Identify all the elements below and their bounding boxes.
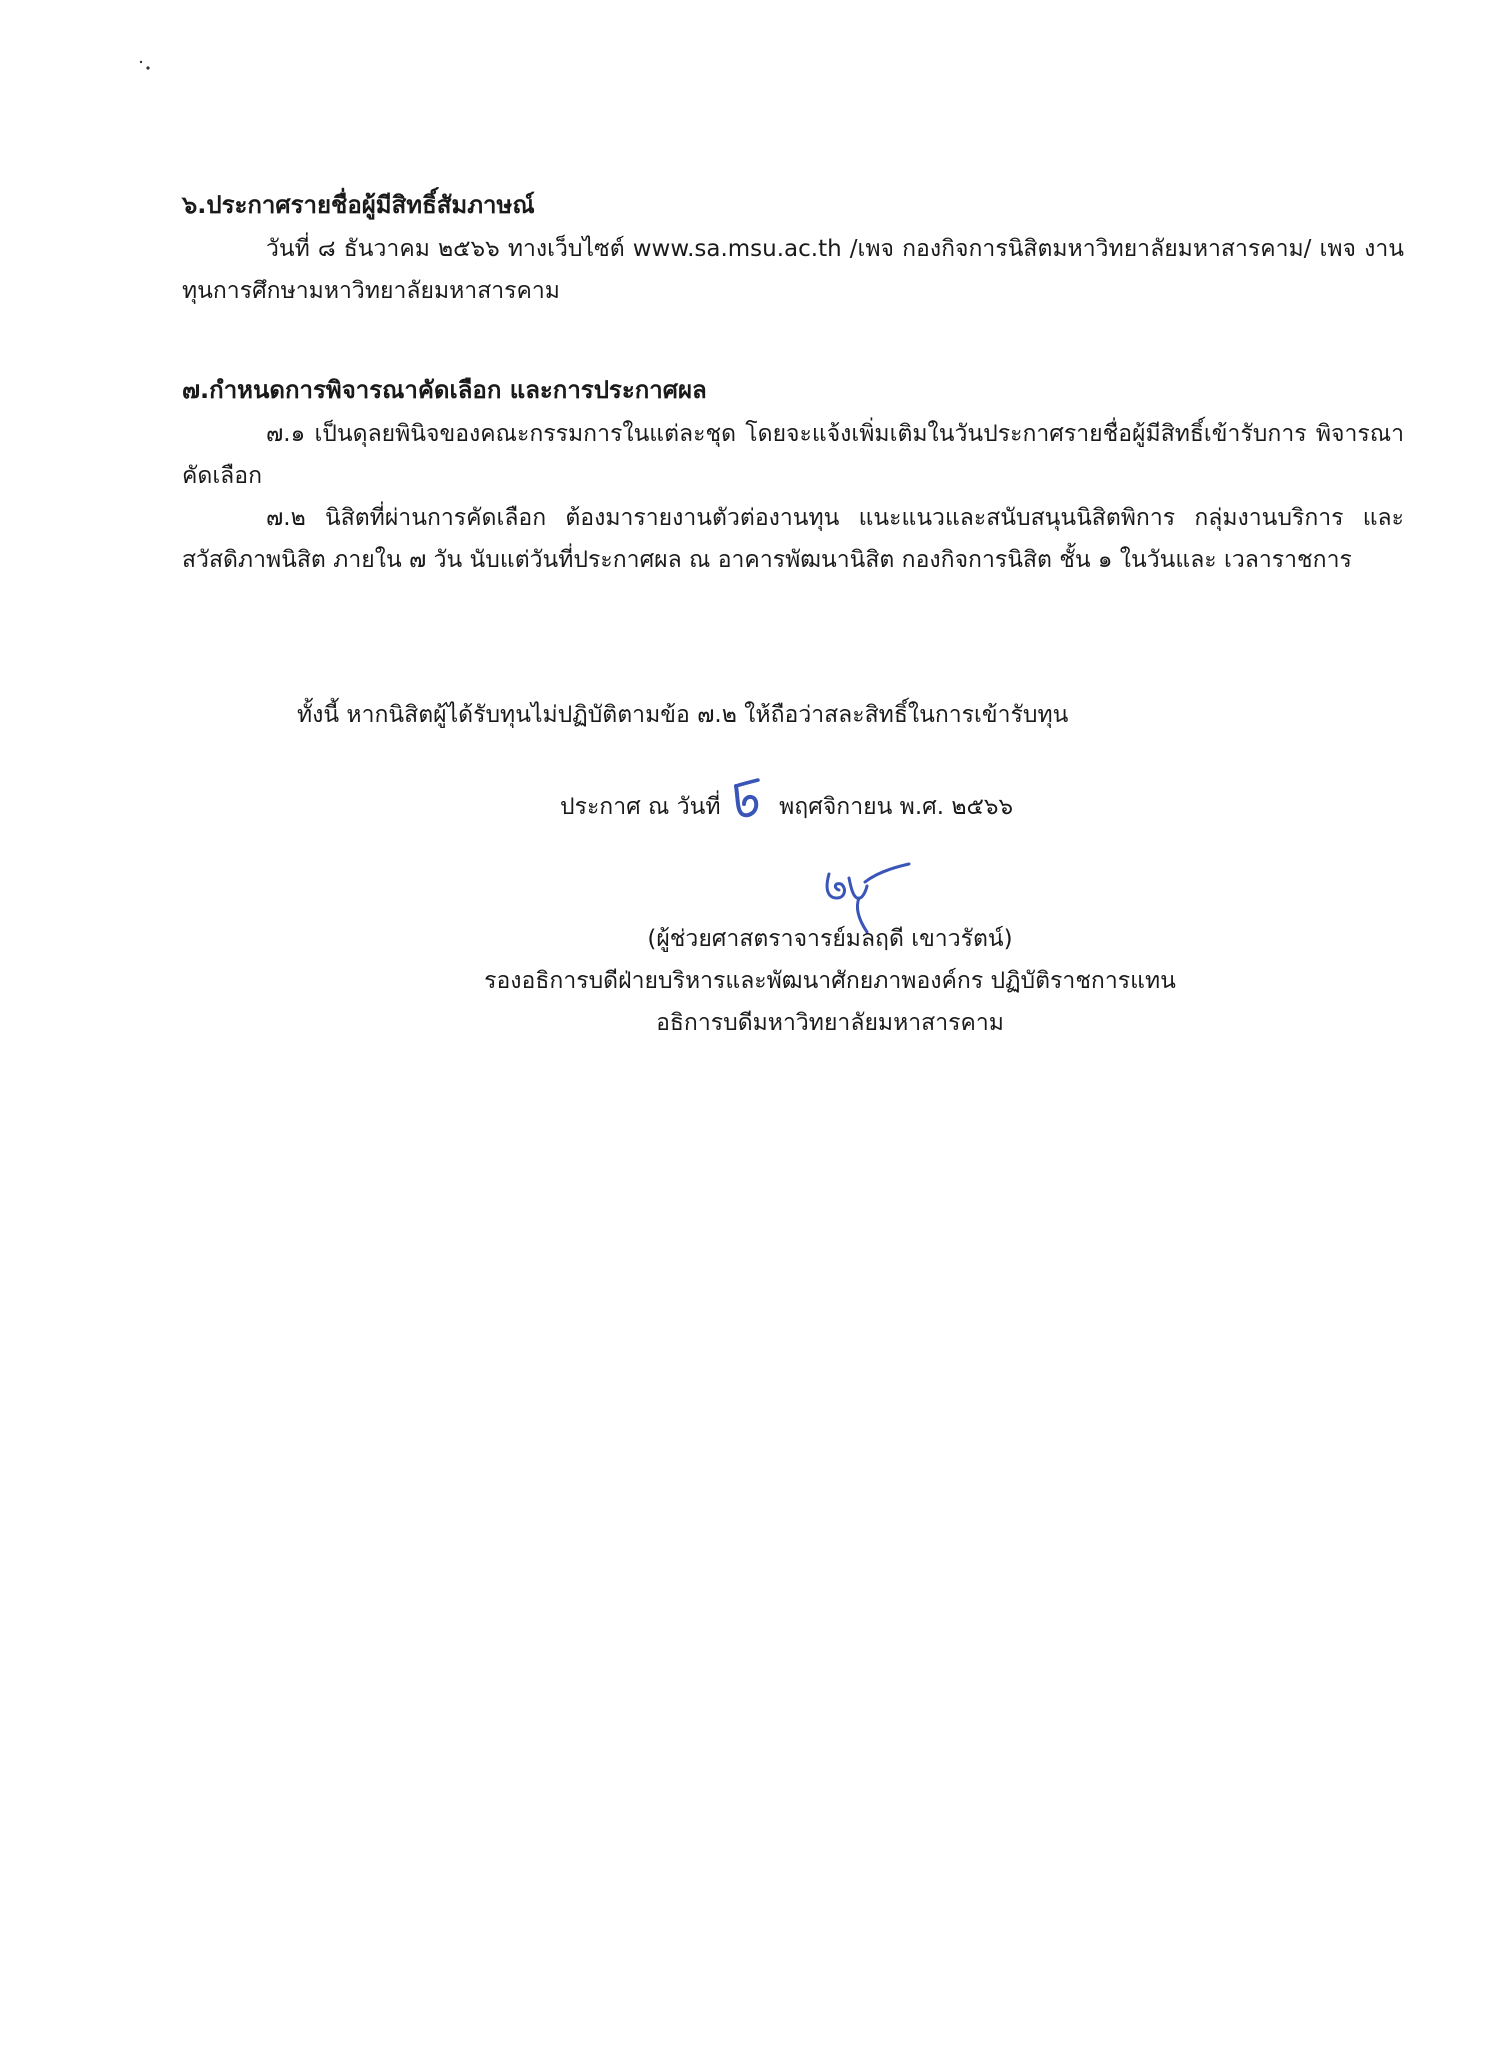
announce-prefix: ประกาศ ณ วันที่ [560,794,721,820]
signatory-name: (ผู้ช่วยศาสตราจารย์มลฤดี เขาวรัตน์) [647,926,1013,952]
handwritten-day-signature [728,782,772,822]
announce-date [560,782,1013,824]
signatory-block [420,918,1240,1044]
section-7 [182,373,1404,581]
note-text: ทั้งนี้ หากนิสิตผู้ได้รับทุนไม่ปฏิบัติตามข้อ ๗.๒ ให้ถือว่าสละสิทธิ์ในการเข้ารับทุน [297,702,1069,728]
signatory-position-line-2: อธิการบดีมหาวิทยาลัยมหาสารคาม [656,1010,1004,1036]
section-7-paragraph-2: ๗.๒ นิสิตที่ผ่านการคัดเลือก ต้องมารายงานตัวต่องานทุน แนะแนวและสนับสนุนนิสิตพิการ กลุ่มงานบริการ และสวัสดิภาพนิสิต ภายใน ๗ วัน นับแต่วันที่ประกาศผล ณ อาคารพัฒนานิสิต กองกิจการนิสิต ชั้น ๑ ในวันและ เวลาราชการ [182,505,1404,573]
signatory-position-line-1: รองอธิการบดีฝ่ายบริหารและพัฒนาศักยภาพองค์กร ปฏิบัติราชการแทน [484,968,1176,994]
section-6-paragraph: วันที่ ๘ ธันวาคม ๒๕๖๖ ทางเว็บไซต์ www.sa.msu.ac.th /เพจ กองกิจการนิสิตมหาวิทยาลัยมหาสารคาม/ เพจ งานทุนการศึกษามหาวิทยาลัยมหาสารคาม [182,236,1404,304]
announce-suffix: พฤศจิกายน พ.ศ. ๒๕๖๖ [779,794,1014,820]
corner-mark-icon [138,58,152,72]
section-7-heading: ๗.กำหนดการพิจารณาคัดเลือก และการประกาศผล [182,376,707,404]
section-7-paragraph-1: ๗.๑ เป็นดุลยพินิจของคณะกรรมการในแต่ละชุด โดยจะแจ้งเพิ่มเติมในวันประกาศรายชื่อผู้มีสิทธิ์เข้ารับการ พิจารณาคัดเลือก [182,421,1404,489]
section-6 [182,188,1404,312]
section-6-heading: ๖.ประกาศรายชื่อผู้มีสิทธิ์สัมภาษณ์ [182,191,535,219]
